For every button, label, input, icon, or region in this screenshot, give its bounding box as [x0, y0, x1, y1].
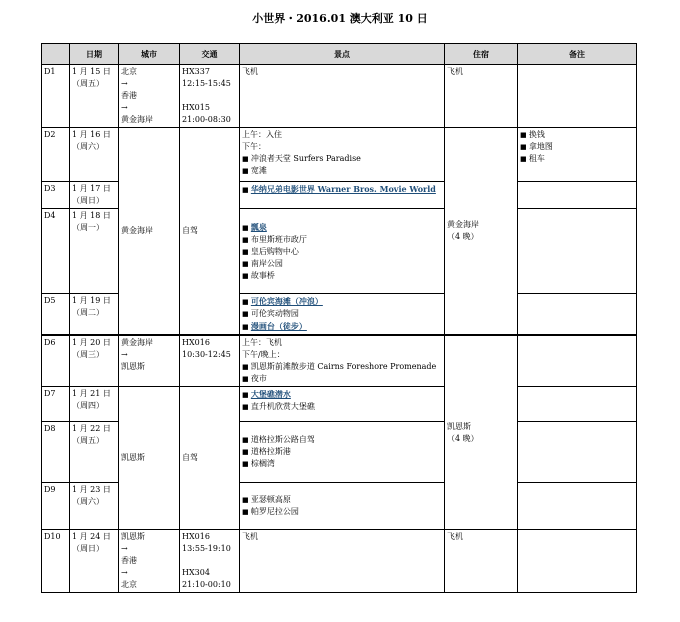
transport-cell: HX337 12:15-15:45 HX015 21:00-08:30 — [180, 65, 240, 128]
header-sights: 景点 — [240, 44, 445, 65]
sights-cell: 上午：入住 下午： ■ 冲浪者天堂 Surfers Paradise ■ 宽滩 — [240, 128, 445, 182]
notes-cell — [518, 530, 637, 593]
notes-cell — [518, 294, 637, 336]
row-d10 — [42, 530, 637, 593]
header-city: 城市 — [119, 44, 180, 65]
stay-cell: 飞机 — [445, 530, 518, 593]
date-cell: 1 月 21 日 （周四） — [70, 387, 119, 422]
row-d7 — [42, 387, 637, 422]
stay-cell-cairns: 凯恩斯 （4 晚） — [445, 335, 518, 530]
header-row — [42, 44, 637, 65]
date-cell: 1 月 18 日 （周一） — [70, 209, 119, 294]
transport-cell-self-drive: 自驾 — [180, 128, 240, 336]
city-cell: 黄金海岸 → 凯恩斯 — [119, 335, 180, 387]
notes-cell — [518, 422, 637, 483]
day-cell: D1 — [42, 65, 70, 128]
link-piaoquan[interactable]: 瓢泉 — [250, 221, 267, 232]
sights-cell: ■ 道格拉斯公路自驾 ■ 道格拉斯港 ■ 棕榈湾 — [240, 422, 445, 483]
header-notes: 备注 — [518, 44, 637, 65]
page-title: 小世界・2016.01 澳大利亚 10 日 — [252, 12, 428, 25]
city-cell-cairns: 凯恩斯 — [119, 387, 180, 530]
header-day — [42, 44, 70, 65]
city-cell: 凯恩斯 → 香港 → 北京 — [119, 530, 180, 593]
day-cell: D3 — [42, 182, 70, 209]
sights-cell: 上午：飞机 下午/晚上： ■ 凯恩斯前滩散步道 Cairns Foreshore Promenade ■ 夜市 — [240, 335, 445, 387]
header-date: 日期 — [70, 44, 119, 65]
sights-cell: ■ 大堡礁潜水 ■ 直升机欣赏大堡礁 — [240, 387, 445, 422]
header-transport: 交通 — [180, 44, 240, 65]
day-cell: D7 — [42, 387, 70, 422]
row-d6 — [42, 335, 637, 387]
date-cell: 1 月 15 日 （周五） — [70, 65, 119, 128]
city-cell-gold-coast: 黄金海岸 — [119, 128, 180, 336]
day-cell: D4 — [42, 209, 70, 294]
date-cell: 1 月 19 日 （周二） — [70, 294, 119, 336]
day-cell: D6 — [42, 335, 70, 387]
day-cell: D9 — [42, 483, 70, 530]
date-cell: 1 月 17 日 （周日） — [70, 182, 119, 209]
link-great-barrier-reef-dive[interactable]: 大堡礁潜水 — [250, 389, 291, 399]
date-cell: 1 月 24 日 （周日） — [70, 530, 119, 593]
notes-cell — [518, 209, 637, 294]
stay-cell: 飞机 — [445, 65, 518, 128]
date-cell: 1 月 20 日 （周三） — [70, 335, 119, 387]
date-cell: 1 月 23 日 （周六） — [70, 483, 119, 530]
sights-cell: 飞机 — [240, 65, 445, 128]
header-stay: 住宿 — [445, 44, 518, 65]
day-cell: D10 — [42, 530, 70, 593]
notes-cell — [518, 65, 637, 128]
row-d1 — [42, 65, 637, 128]
notes-cell — [518, 335, 637, 387]
transport-cell: HX016 10:30-12:45 — [180, 335, 240, 387]
link-currumbin-beach[interactable]: 可伦宾海滩（冲浪） — [250, 296, 323, 306]
link-warner-bros[interactable]: 华纳兄弟电影世界 Warner Bros. Movie World — [250, 184, 436, 194]
day-cell: D8 — [42, 422, 70, 483]
link-manhuatai[interactable]: 漫画台（徒步） — [250, 321, 307, 331]
transport-cell: HX016 13:55-19:10 HX304 21:10-00:10 — [180, 530, 240, 593]
notes-cell — [518, 483, 637, 530]
sights-cell: ■ 亚瑟顿高原 ■ 帕罗尼拉公园 — [240, 483, 445, 530]
day-cell: D2 — [42, 128, 70, 182]
sights-cell — [240, 182, 445, 209]
notes-cell — [518, 182, 637, 209]
date-cell: 1 月 16 日 （周六） — [70, 128, 119, 182]
day-cell: D5 — [42, 294, 70, 336]
sights-cell: ■ 瓢泉 ■ 布里斯班市政厅 ■ 皇后购物中心 ■ 南岸公园 ■ 故事桥 — [240, 209, 445, 294]
date-cell: 1 月 22 日 （周五） — [70, 422, 119, 483]
sights-cell: ■ 可伦宾海滩（冲浪） ■ 可伦宾动物园 ■ 漫画台（徒步） — [240, 294, 445, 336]
itinerary-table — [41, 43, 637, 593]
notes-cell — [518, 387, 637, 422]
sights-cell: 飞机 — [240, 530, 445, 593]
stay-cell-gold-coast: 黄金海岸 （4 晚） — [445, 128, 518, 336]
row-d2 — [42, 128, 637, 182]
city-cell: 北京 → 香港 → 黄金海岸 — [119, 65, 180, 128]
notes-cell: ■ 换钱 ■ 拿地图 ■ 租车 — [518, 128, 637, 182]
transport-cell-self-drive: 自驾 — [180, 387, 240, 530]
